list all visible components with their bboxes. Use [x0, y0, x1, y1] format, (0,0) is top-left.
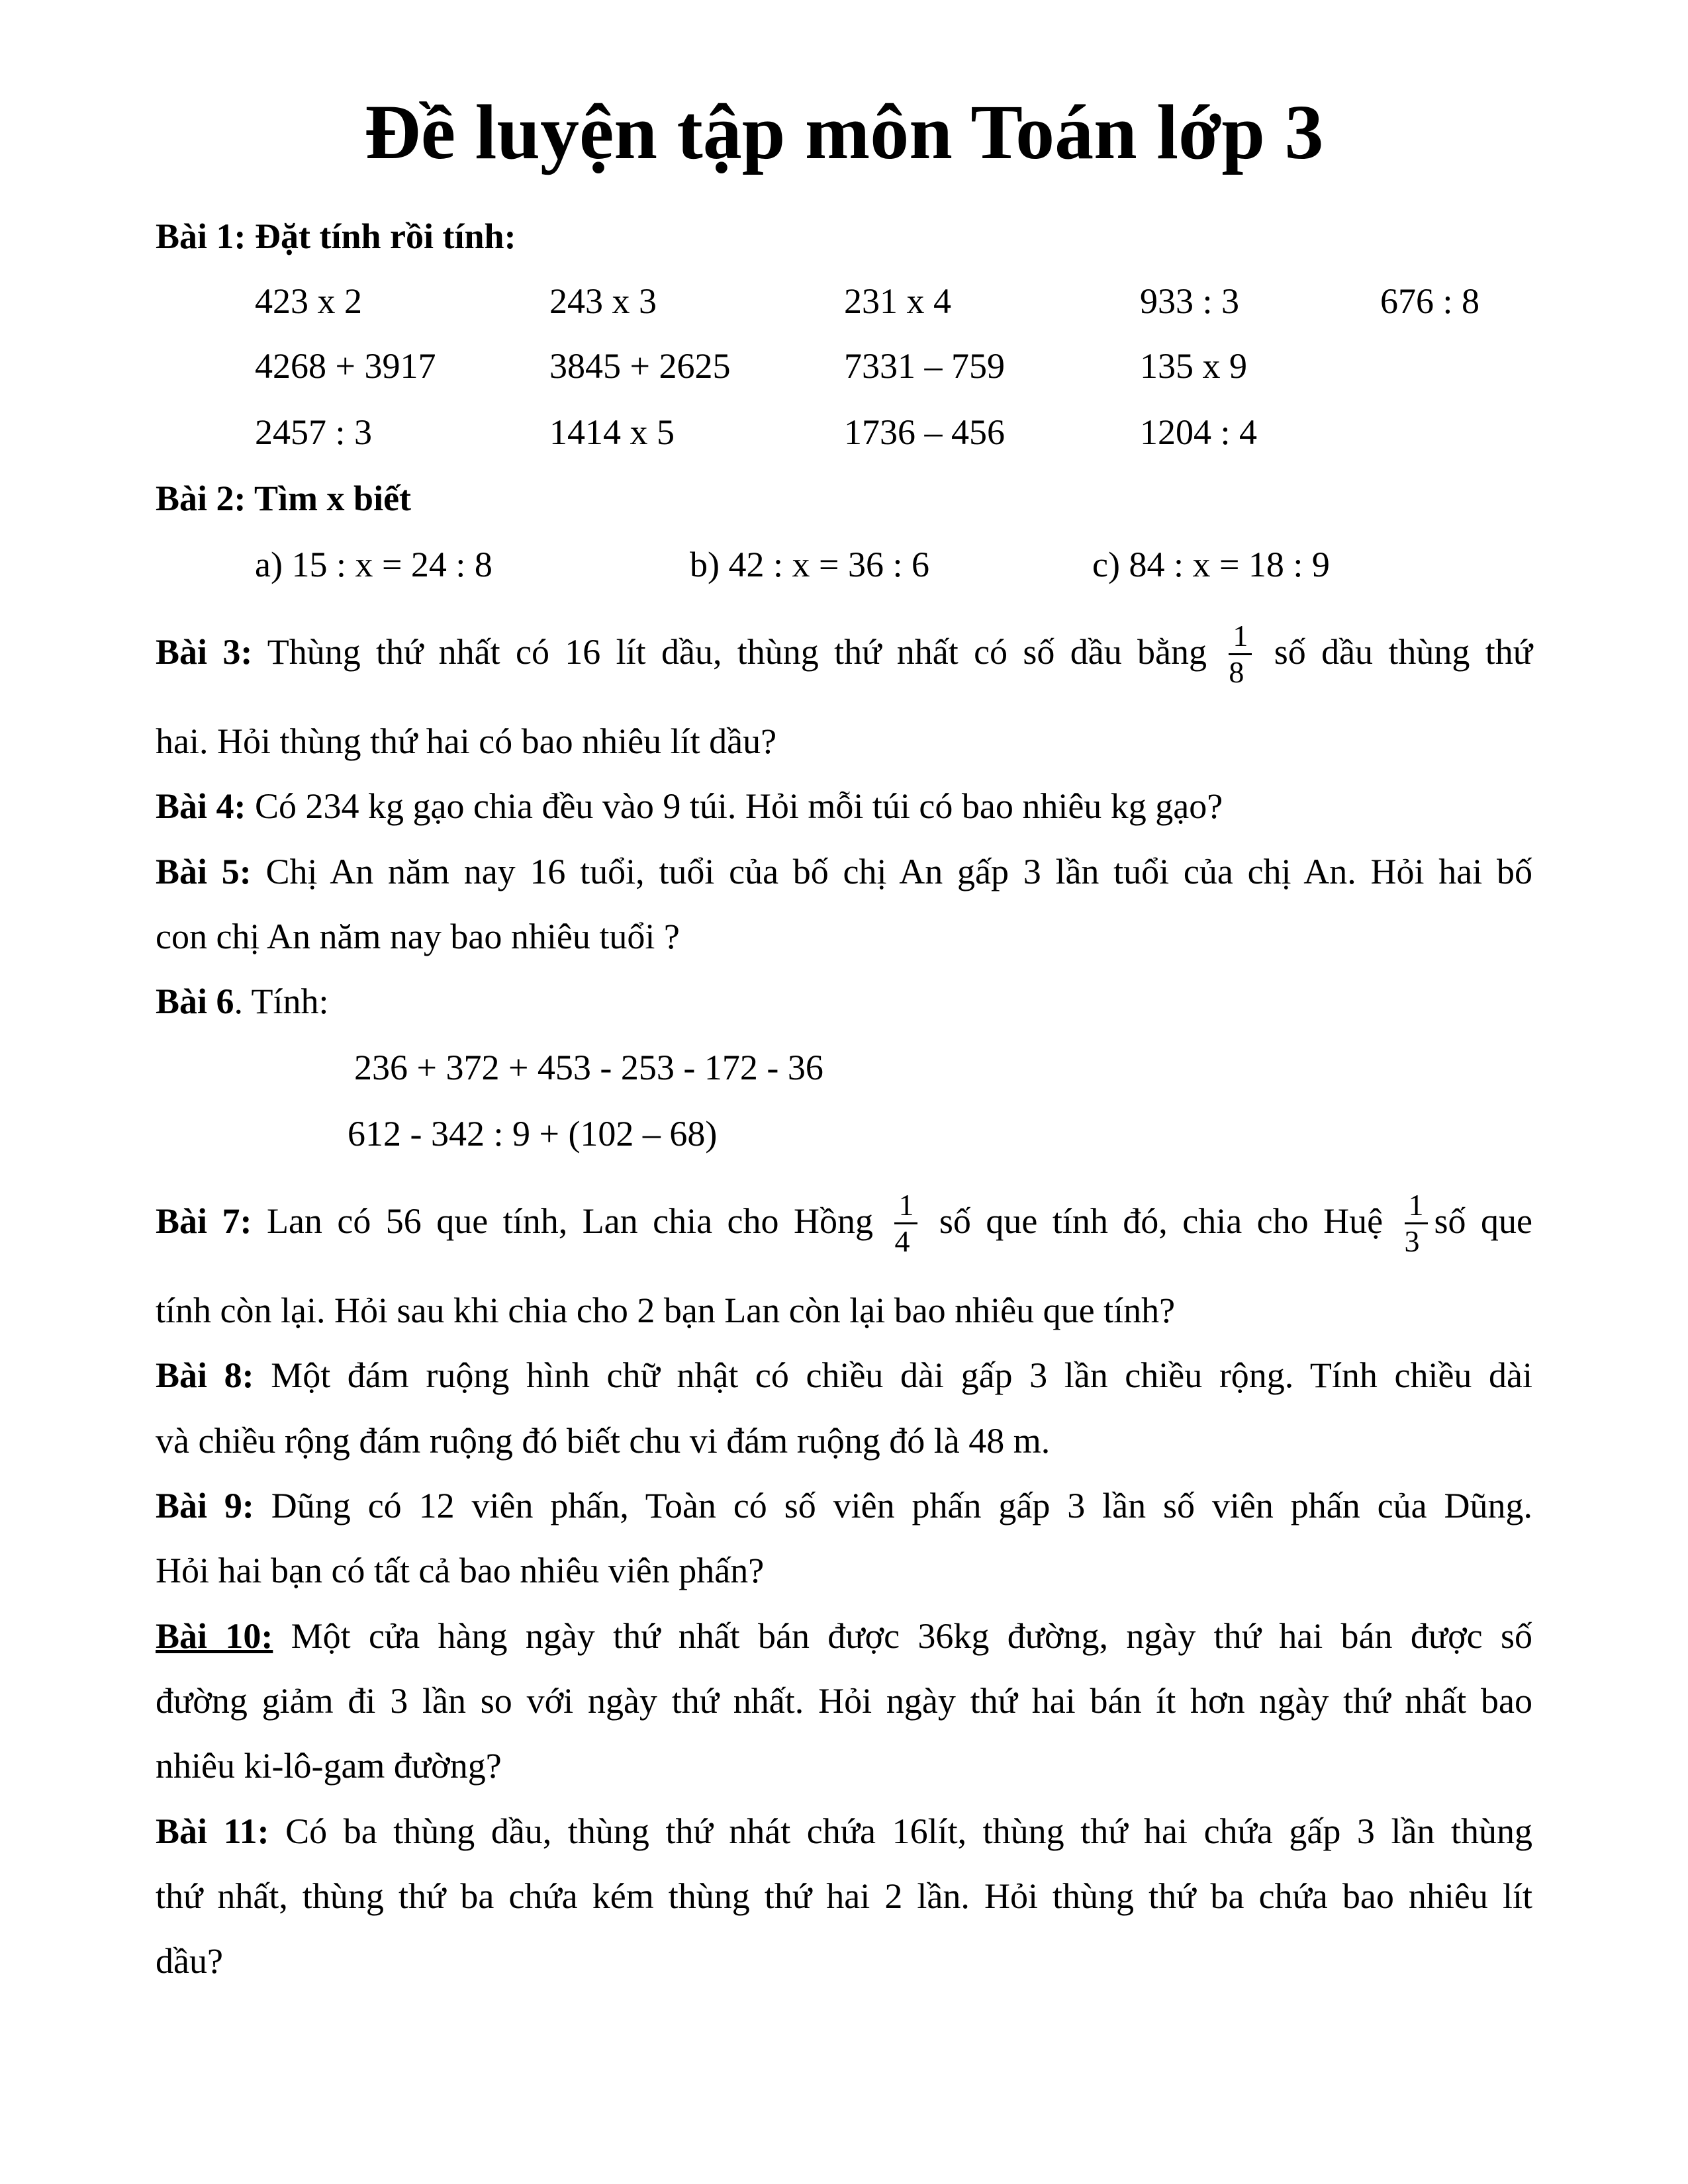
fraction-numerator: 1	[1229, 619, 1252, 655]
exercise-3-line-1	[156, 615, 1532, 688]
exercise-11-text: Có ba thùng dầu, thùng thứ nhát chứa 16lít, thùng thứ hai chứa gấp 3 lần thùng	[269, 1811, 1532, 1851]
exercise-9-line-1	[156, 1482, 1532, 1529]
calc-item: 423 x 2	[255, 281, 362, 321]
calc-item: 4268 + 3917	[255, 346, 436, 386]
exercise-9-label: Bài 9:	[156, 1486, 254, 1525]
exercise-7-text: số que	[1434, 1201, 1532, 1241]
fraction-numerator: 1	[894, 1188, 917, 1224]
equation-b: b) 42 : x = 36 : 6	[690, 545, 929, 584]
exercise-9-line-2: Hỏi hai bạn có tất cả bao nhiêu viên phấn?	[156, 1551, 765, 1590]
exercise-5-label: Bài 5:	[156, 852, 252, 891]
expression-1: 236 + 372 + 453 - 253 - 172 - 36	[354, 1048, 823, 1087]
exercise-10-line-1	[156, 1613, 1532, 1659]
exercise-1-heading	[156, 213, 1532, 259]
exercise-3-text: Thùng thứ nhất có 16 lít dầu, thùng thứ nhất có số dầu bằng	[252, 632, 1207, 672]
calc-item: 1736 – 456	[844, 412, 1005, 452]
exercise-2-title: Tìm x biết	[246, 478, 412, 518]
exercise-8-line-1	[156, 1352, 1532, 1398]
exercise-7-label: Bài 7:	[156, 1201, 252, 1241]
exercise-11-label: Bài 11:	[156, 1811, 269, 1851]
exercise-10-text: Một cửa hàng ngày thứ nhất bán được 36kg đường, ngày thứ hai bán được số	[273, 1616, 1532, 1656]
exercise-5-line-1	[156, 848, 1532, 895]
exercise-7-text: Lan có 56 que tính, Lan chia cho Hồng	[252, 1201, 873, 1241]
calc-item: 1414 x 5	[549, 412, 675, 452]
fraction-denominator: 3	[1404, 1224, 1420, 1259]
calc-item: 231 x 4	[844, 281, 951, 321]
exercise-3-line-2: hai. Hỏi thùng thứ hai có bao nhiêu lít dầu?	[156, 721, 777, 761]
fraction	[1405, 1188, 1428, 1259]
exercise-4	[156, 783, 1532, 829]
fraction-numerator: 1	[1405, 1188, 1428, 1224]
exercise-8-line-2: và chiều rộng đám ruộng đó biết chu vi đám ruộng đó là 48 m.	[156, 1421, 1051, 1461]
calc-item: 676 : 8	[1380, 281, 1480, 321]
exercise-4-text: Có 234 kg gạo chia đều vào 9 túi. Hỏi mỗi túi có bao nhiêu kg gạo?	[246, 786, 1223, 826]
exercise-6-title: . Tính:	[234, 981, 329, 1021]
equation-c: c) 84 : x = 18 : 9	[1092, 545, 1330, 584]
exercise-6-label: Bài 6	[156, 981, 234, 1021]
calc-item: 2457 : 3	[255, 412, 373, 452]
exercise-3-label: Bài 3:	[156, 632, 253, 672]
exercise-10-label: Bài 10:	[156, 1616, 273, 1656]
exercise-2-label: Bài 2:	[156, 478, 246, 518]
exercise-8-text: Một đám ruộng hình chữ nhật có chiều dài gấp 3 lần chiều rộng. Tính chiều dài	[254, 1355, 1532, 1395]
exercise-5-text: Chị An năm nay 16 tuổi, tuổi của bố chị An gấp 3 lần tuổi của chị An. Hỏi hai bố	[251, 852, 1532, 891]
exercise-11-line-1	[156, 1808, 1532, 1854]
calc-item: 933 : 3	[1140, 281, 1240, 321]
exercise-2-heading	[156, 475, 1532, 522]
fraction	[1229, 619, 1252, 690]
exercise-9-text: Dũng có 12 viên phấn, Toàn có số viên phấn gấp 3 lần số viên phấn của Dũng.	[254, 1486, 1532, 1525]
equation-a: a) 15 : x = 24 : 8	[255, 545, 492, 584]
page-title: Đề luyện tập môn Toán lớp 3	[364, 89, 1324, 175]
exercise-6-heading	[156, 978, 1532, 1024]
exercise-7-line-2: tính còn lại. Hỏi sau khi chia cho 2 bạn Lan còn lại bao nhiêu que tính?	[156, 1291, 1176, 1330]
fraction-denominator: 8	[1229, 655, 1244, 690]
exercise-8-label: Bài 8:	[156, 1355, 254, 1395]
exercise-10-line-2: đường giảm đi 3 lần so với ngày thứ nhất. Hỏi ngày thứ hai bán ít hơn ngày thứ nhất bao	[156, 1681, 1532, 1721]
exercise-7-line-1	[156, 1185, 1532, 1257]
exercise-7-text: số que tính đó, chia cho Huệ	[939, 1201, 1383, 1241]
exercise-3-text: số dầu thùng thứ	[1274, 632, 1533, 672]
exercise-1-label: Bài 1:	[156, 216, 246, 256]
exercise-11-line-2: thứ nhất, thùng thứ ba chứa kém thùng thứ hai 2 lần. Hỏi thùng thứ ba chứa bao nhiêu lít	[156, 1876, 1532, 1916]
calc-item: 3845 + 2625	[549, 346, 731, 386]
exercise-10-line-3: nhiêu ki-lô-gam đường?	[156, 1746, 502, 1786]
fraction	[894, 1188, 917, 1259]
exercise-4-label: Bài 4:	[156, 786, 246, 826]
expression-2: 612 - 342 : 9 + (102 – 68)	[348, 1114, 718, 1154]
calc-item: 243 x 3	[549, 281, 657, 321]
exercise-11-line-3: dầu?	[156, 1941, 223, 1981]
calc-item: 1204 : 4	[1140, 412, 1258, 452]
calc-item: 7331 – 759	[844, 346, 1005, 386]
fraction-denominator: 4	[894, 1224, 910, 1259]
exercise-5-line-2: con chị An năm nay bao nhiêu tuổi ?	[156, 917, 680, 956]
exercise-1-title: Đặt tính rồi tính:	[246, 216, 516, 256]
calc-item: 135 x 9	[1140, 346, 1247, 386]
